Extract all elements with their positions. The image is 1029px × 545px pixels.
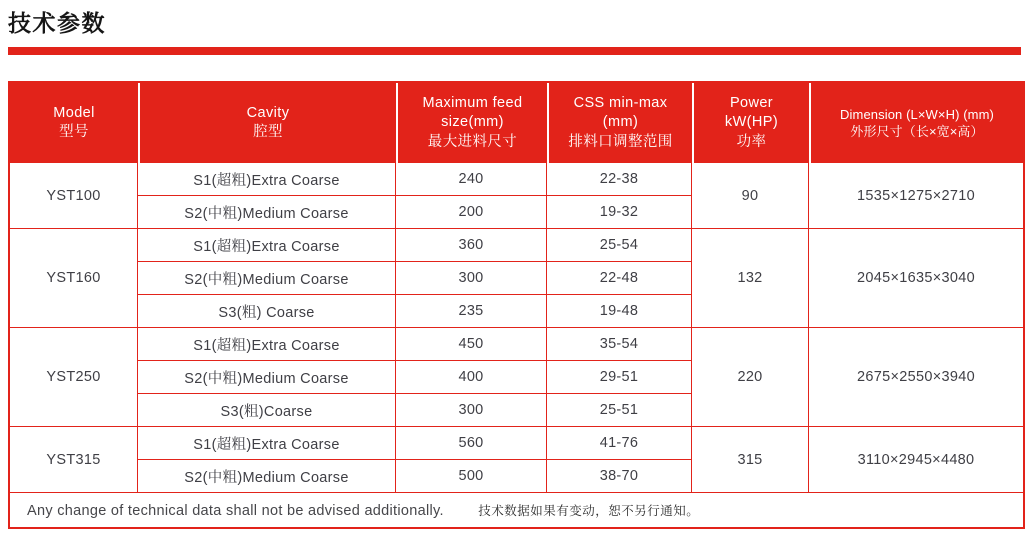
dimension-cell: 2675×2550×3940 <box>809 328 1023 427</box>
header-line: 外形尺寸（长×宽×高） <box>850 124 984 139</box>
feed-cell: 360 <box>396 229 547 262</box>
css-cell: 29-51 <box>547 361 692 394</box>
dimension-cell: 3110×2945×4480 <box>809 427 1023 493</box>
cavity-cell: S1(超粗)Extra Coarse <box>138 427 396 460</box>
power-cell: 315 <box>692 427 809 493</box>
header-line: 型号 <box>59 124 89 140</box>
cavity-cell: S3(粗)Coarse <box>138 394 396 427</box>
header-line: 腔型 <box>253 124 283 140</box>
model-cell: YST100 <box>10 163 138 229</box>
css-cell: 38-70 <box>547 460 692 493</box>
col-header-dimension <box>809 83 1023 163</box>
css-cell: 25-54 <box>547 229 692 262</box>
header-row <box>10 83 1023 163</box>
spec-table <box>8 81 1025 529</box>
header-line: Maximum feed <box>422 95 523 112</box>
header-line: size(mm) <box>441 114 504 131</box>
col-header-model <box>10 83 138 163</box>
feed-cell: 240 <box>396 163 547 196</box>
feed-cell: 200 <box>396 196 547 229</box>
header-line: Dimension (L×W×H) (mm) <box>840 106 994 122</box>
cavity-cell: S2(中粗)Medium Coarse <box>138 361 396 394</box>
css-cell: 22-48 <box>547 262 692 295</box>
cavity-cell: S2(中粗)Medium Coarse <box>138 460 396 493</box>
header-line: Model <box>53 104 95 121</box>
css-cell: 19-32 <box>547 196 692 229</box>
note-text-zh: 技术数据如果有变动，恕不另行通知。 <box>478 504 700 518</box>
col-header-css <box>547 83 692 163</box>
page-title: 技术参数 <box>8 10 106 36</box>
header-line: Power <box>729 95 774 112</box>
cavity-cell: S1(超粗)Extra Coarse <box>138 163 396 196</box>
model-cell: YST315 <box>10 427 138 493</box>
feed-cell: 300 <box>396 262 547 295</box>
table-row <box>10 328 1023 361</box>
feed-cell: 450 <box>396 328 547 361</box>
header-line: 最大进料尺寸 <box>427 133 518 150</box>
header-line: CSS min-max <box>573 95 668 112</box>
dimension-cell: 2045×1635×3040 <box>809 229 1023 328</box>
cavity-cell: S3(粗) Coarse <box>138 295 396 328</box>
feed-cell: 500 <box>396 460 547 493</box>
power-cell: 132 <box>692 229 809 328</box>
css-cell: 41-76 <box>547 427 692 460</box>
header-line: (mm) <box>602 114 639 131</box>
feed-cell: 235 <box>396 295 547 328</box>
header-line: kW(HP) <box>724 114 779 131</box>
note-text-en: Any change of technical data shall not be advised additionally. <box>27 503 444 519</box>
col-header-feed <box>396 83 547 163</box>
col-header-power <box>692 83 809 163</box>
feed-cell: 300 <box>396 394 547 427</box>
cavity-cell: S2(中粗)Medium Coarse <box>138 262 396 295</box>
css-cell: 22-38 <box>547 163 692 196</box>
title-underline <box>8 47 1021 55</box>
header-line: Cavity <box>246 104 290 121</box>
cavity-cell: S1(超粗)Extra Coarse <box>138 229 396 262</box>
note-cell <box>10 493 1023 527</box>
model-cell: YST250 <box>10 328 138 427</box>
cavity-cell: S1(超粗)Extra Coarse <box>138 328 396 361</box>
model-cell: YST160 <box>10 229 138 328</box>
table-row <box>10 163 1023 196</box>
css-cell: 19-48 <box>547 295 692 328</box>
table-row <box>10 427 1023 460</box>
css-cell: 35-54 <box>547 328 692 361</box>
header-line: 功率 <box>736 133 767 150</box>
note-row <box>10 493 1023 527</box>
table-row <box>10 229 1023 262</box>
feed-cell: 400 <box>396 361 547 394</box>
power-cell: 220 <box>692 328 809 427</box>
cavity-cell: S2(中粗)Medium Coarse <box>138 196 396 229</box>
css-cell: 25-51 <box>547 394 692 427</box>
header-line: 排料口调整范围 <box>568 133 673 150</box>
feed-cell: 560 <box>396 427 547 460</box>
col-header-cavity <box>138 83 396 163</box>
power-cell: 90 <box>692 163 809 229</box>
dimension-cell: 1535×1275×2710 <box>809 163 1023 229</box>
